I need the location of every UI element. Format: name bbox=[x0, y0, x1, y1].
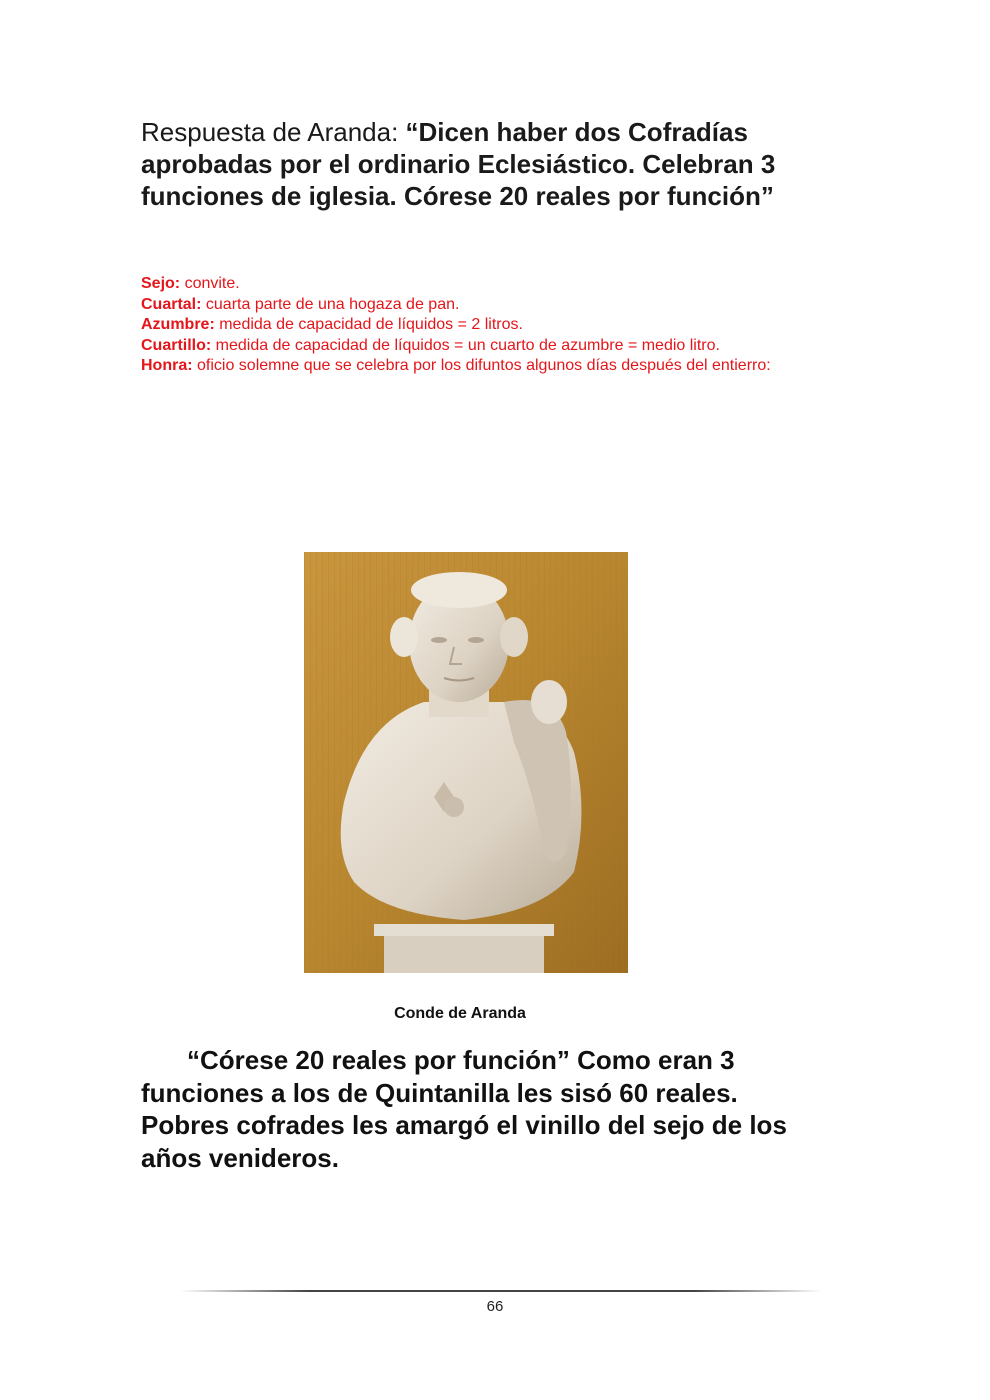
glossary-definition: cuarta parte de una hogaza de pan. bbox=[201, 295, 460, 313]
body-paragraph: “Córese 20 reales por función” Como eran 3 funciones a los de Quintanilla les sisó 60 reales. Pobres cofrades les amargó el vinillo del sejo de los años venideros. bbox=[141, 1045, 787, 1173]
glossary bbox=[141, 274, 841, 377]
glossary-definition: convite. bbox=[180, 275, 240, 292]
footer-divider bbox=[180, 1290, 822, 1292]
glossary-definition: medida de capacidad de líquidos = 2 litros. bbox=[214, 316, 523, 333]
figure-caption: Conde de Aranda bbox=[394, 1005, 526, 1022]
glossary-term: Sejo: bbox=[141, 275, 181, 292]
heading-paragraph bbox=[141, 116, 841, 212]
glossary-entry bbox=[141, 336, 841, 357]
heading-quote: “Dicen haber dos Cofradías aprobadas por el ordinario Eclesiástico. Celebran 3 funciones de iglesia. Córese 20 reales por función” bbox=[141, 117, 776, 211]
glossary-entry bbox=[141, 274, 841, 295]
glossary-definition: medida de capacidad de líquidos = un cuarto de azumbre = medio litro. bbox=[211, 336, 720, 354]
glossary-definition: oficio solemne que se celebra por los difuntos algunos días después del entierro: bbox=[192, 357, 771, 374]
glossary-term: Cuartal: bbox=[141, 295, 202, 313]
bust-photo bbox=[304, 552, 628, 973]
glossary-entry bbox=[141, 315, 841, 336]
glossary-entry bbox=[141, 356, 841, 377]
glossary-entry bbox=[141, 295, 841, 316]
glossary-term: Honra: bbox=[141, 357, 193, 374]
heading-lead: Respuesta de Aranda: bbox=[141, 117, 406, 147]
glossary-term: Cuartillo: bbox=[141, 336, 212, 354]
page-number: 66 bbox=[486, 1298, 504, 1315]
glossary-term: Azumbre: bbox=[141, 316, 215, 333]
bust-illustration bbox=[304, 552, 628, 973]
